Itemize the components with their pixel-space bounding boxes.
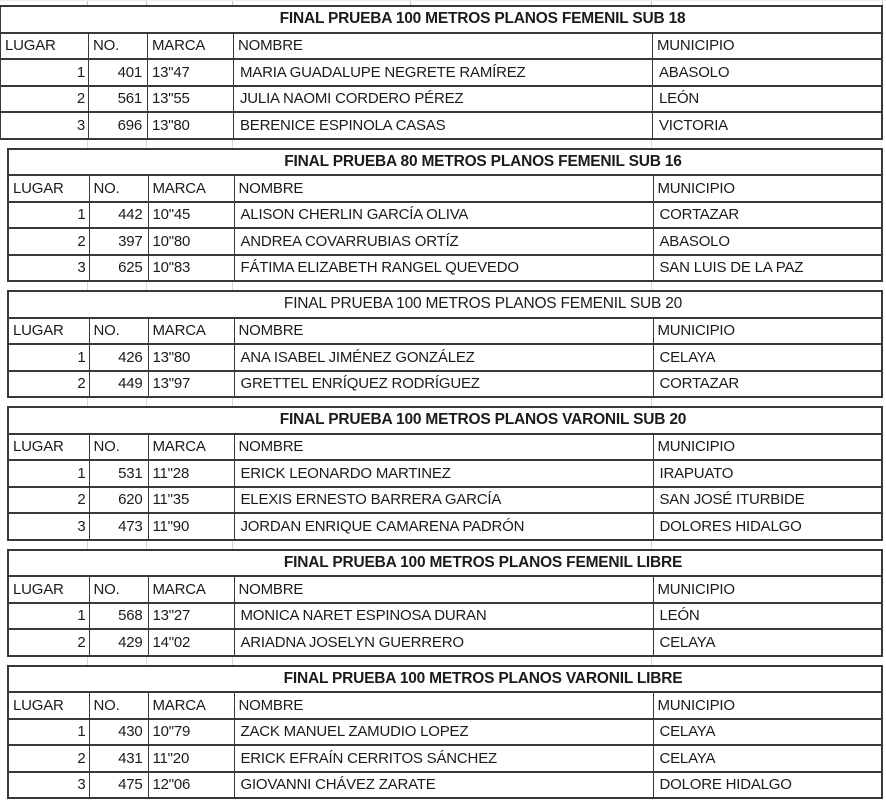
gridline-tick <box>146 282 147 290</box>
table-header-row <box>8 692 882 719</box>
gridline-tick <box>232 140 233 148</box>
results-table <box>7 406 883 541</box>
table-title-row <box>8 291 882 318</box>
column-header-lugar: LUGAR <box>8 692 89 719</box>
column-header-marca: MARCA <box>148 692 234 719</box>
column-header-municipio: MUNICIPIO <box>653 434 882 461</box>
cell-nombre: ARIADNA JOSELYN GUERRERO <box>234 629 653 656</box>
cell-nombre: ERICK LEONARDO MARTINEZ <box>234 460 653 487</box>
table-gap <box>0 140 886 148</box>
cell-municipio: CELAYA <box>653 745 882 772</box>
cell-nombre: ERICK EFRAÍN CERRITOS SÁNCHEZ <box>234 745 653 772</box>
cell-municipio: CORTAZAR <box>653 371 882 398</box>
table-gap <box>0 657 886 665</box>
result-row <box>8 460 882 487</box>
cell-nombre: BERENICE ESPINOLA CASAS <box>234 112 653 139</box>
clipped-row-remnant <box>0 0 886 5</box>
cell-nombre: MONICA NARET ESPINOSA DURAN <box>234 603 653 630</box>
cell-lugar: 2 <box>8 629 89 656</box>
column-header-marca: MARCA <box>148 175 234 202</box>
cell-no: 397 <box>89 228 148 255</box>
table-title: FINAL PRUEBA 100 METROS PLANOS FEMENIL LIBRE <box>8 550 882 577</box>
column-header-lugar: LUGAR <box>8 175 89 202</box>
gridline-tick <box>87 1 88 5</box>
result-row <box>8 719 882 746</box>
cell-marca: 11"28 <box>148 460 234 487</box>
cell-nombre: JORDAN ENRIQUE CAMARENA PADRÓN <box>234 513 653 540</box>
result-row <box>8 772 882 799</box>
cell-no: 431 <box>89 745 148 772</box>
gridline-tick <box>651 657 652 665</box>
cell-lugar: 2 <box>1 86 89 113</box>
column-header-nombre: NOMBRE <box>234 692 653 719</box>
cell-marca: 14"02 <box>148 629 234 656</box>
column-header-marca: MARCA <box>148 576 234 603</box>
column-header-lugar: LUGAR <box>8 434 89 461</box>
gridline-tick <box>146 541 147 549</box>
result-row <box>8 202 882 229</box>
cell-no: 696 <box>89 112 148 139</box>
cell-municipio: SAN JOSÉ ITURBIDE <box>653 487 882 514</box>
gridline-tick <box>232 657 233 665</box>
cell-lugar: 2 <box>8 487 89 514</box>
gridline-tick <box>651 282 652 290</box>
column-header-municipio: MUNICIPIO <box>653 318 882 345</box>
result-row <box>8 487 882 514</box>
cell-no: 430 <box>89 719 148 746</box>
gridline-tick <box>146 398 147 406</box>
column-header-no: NO. <box>89 33 148 60</box>
table-title: FINAL PRUEBA 100 METROS PLANOS VARONIL SUB 20 <box>8 407 882 434</box>
column-header-lugar: LUGAR <box>8 576 89 603</box>
cell-no: 620 <box>89 487 148 514</box>
cell-municipio: ABASOLO <box>653 59 883 86</box>
gridline-tick <box>651 140 652 148</box>
cell-municipio: LEÓN <box>653 86 883 113</box>
cell-marca: 11"20 <box>148 745 234 772</box>
cell-nombre: FÁTIMA ELIZABETH RANGEL QUEVEDO <box>234 255 653 282</box>
table-gap <box>0 541 886 549</box>
cell-lugar: 1 <box>8 202 89 229</box>
column-header-municipio: MUNICIPIO <box>653 576 882 603</box>
table-title-row <box>8 407 882 434</box>
gridline-tick <box>87 140 88 148</box>
cell-municipio: DOLORE HIDALGO <box>653 772 882 799</box>
cell-nombre: ANA ISABEL JIMÉNEZ GONZÁLEZ <box>234 344 653 371</box>
cell-lugar: 1 <box>8 603 89 630</box>
table-header-row <box>1 33 883 60</box>
table-header-row <box>8 175 882 202</box>
column-header-nombre: NOMBRE <box>234 434 653 461</box>
cell-municipio: VICTORIA <box>653 112 883 139</box>
cell-municipio: CELAYA <box>653 344 882 371</box>
table-gap <box>0 398 886 406</box>
cell-no: 429 <box>89 629 148 656</box>
gridline-tick <box>87 541 88 549</box>
gridline-tick <box>232 282 233 290</box>
cell-no: 426 <box>89 344 148 371</box>
cell-municipio: CELAYA <box>653 719 882 746</box>
cell-marca: 10"83 <box>148 255 234 282</box>
gridline-tick <box>651 541 652 549</box>
results-table <box>7 290 883 398</box>
cell-lugar: 1 <box>1 59 89 86</box>
cell-lugar: 3 <box>8 513 89 540</box>
cell-no: 531 <box>89 460 148 487</box>
gridline-tick <box>232 1 233 5</box>
results-table <box>7 148 883 283</box>
column-header-no: NO. <box>89 692 148 719</box>
result-row <box>8 513 882 540</box>
cell-lugar: 3 <box>8 772 89 799</box>
cell-marca: 13"55 <box>148 86 234 113</box>
gridline-tick <box>87 657 88 665</box>
cell-municipio: IRAPUATO <box>653 460 882 487</box>
cell-marca: 13"47 <box>148 59 234 86</box>
table-title-row <box>1 6 883 33</box>
column-header-nombre: NOMBRE <box>234 33 653 60</box>
gridline-tick <box>232 541 233 549</box>
column-header-municipio: MUNICIPIO <box>653 33 883 60</box>
cell-no: 625 <box>89 255 148 282</box>
column-header-no: NO. <box>89 318 148 345</box>
column-header-no: NO. <box>89 175 148 202</box>
gridline-tick <box>651 398 652 406</box>
column-header-nombre: NOMBRE <box>234 576 653 603</box>
cell-lugar: 1 <box>8 344 89 371</box>
column-header-no: NO. <box>89 576 148 603</box>
table-gap <box>0 282 886 290</box>
column-header-marca: MARCA <box>148 318 234 345</box>
cell-no: 473 <box>89 513 148 540</box>
table-title-row <box>8 550 882 577</box>
cell-marca: 12"06 <box>148 772 234 799</box>
gridline-tick <box>87 398 88 406</box>
result-row <box>8 344 882 371</box>
cell-lugar: 1 <box>8 719 89 746</box>
result-row <box>1 59 883 86</box>
gridline-tick <box>882 1 883 5</box>
gridline-tick <box>146 657 147 665</box>
cell-nombre: GIOVANNI CHÁVEZ ZARATE <box>234 772 653 799</box>
cell-municipio: ABASOLO <box>653 228 882 255</box>
gridline-tick <box>146 140 147 148</box>
column-header-nombre: NOMBRE <box>234 175 653 202</box>
cell-no: 568 <box>89 603 148 630</box>
column-header-municipio: MUNICIPIO <box>653 692 882 719</box>
column-header-no: NO. <box>89 434 148 461</box>
result-row <box>1 112 883 139</box>
cell-lugar: 2 <box>8 371 89 398</box>
cell-no: 442 <box>89 202 148 229</box>
cell-municipio: SAN LUIS DE LA PAZ <box>653 255 882 282</box>
cell-municipio: CORTAZAR <box>653 202 882 229</box>
cell-nombre: ELEXIS ERNESTO BARRERA GARCÍA <box>234 487 653 514</box>
cell-no: 449 <box>89 371 148 398</box>
table-header-row <box>8 576 882 603</box>
result-row <box>8 228 882 255</box>
result-row <box>8 603 882 630</box>
results-table <box>7 665 883 800</box>
cell-marca: 10"45 <box>148 202 234 229</box>
table-header-row <box>8 434 882 461</box>
cell-nombre: GRETTEL ENRÍQUEZ RODRÍGUEZ <box>234 371 653 398</box>
cell-marca: 13"27 <box>148 603 234 630</box>
cell-no: 401 <box>89 59 148 86</box>
cell-lugar: 1 <box>8 460 89 487</box>
results-table <box>7 549 883 657</box>
column-header-marca: MARCA <box>148 33 234 60</box>
table-title-row <box>8 666 882 693</box>
cell-marca: 13"80 <box>148 344 234 371</box>
gridline-tick <box>232 398 233 406</box>
cell-marca: 13"97 <box>148 371 234 398</box>
cell-lugar: 2 <box>8 228 89 255</box>
tables-root <box>0 5 886 799</box>
result-row <box>8 255 882 282</box>
cell-nombre: ZACK MANUEL ZAMUDIO LOPEZ <box>234 719 653 746</box>
column-header-marca: MARCA <box>148 434 234 461</box>
gridline-tick <box>651 1 652 5</box>
cell-municipio: LEÓN <box>653 603 882 630</box>
table-title: FINAL PRUEBA 100 METROS PLANOS FEMENIL SUB 18 <box>1 6 883 33</box>
column-header-lugar: LUGAR <box>1 33 89 60</box>
table-header-row <box>8 318 882 345</box>
table-title: FINAL PRUEBA 100 METROS PLANOS VARONIL LIBRE <box>8 666 882 693</box>
cell-no: 561 <box>89 86 148 113</box>
cell-marca: 11"90 <box>148 513 234 540</box>
gridline-tick <box>146 1 147 5</box>
cell-nombre: MARIA GUADALUPE NEGRETE RAMÍREZ <box>234 59 653 86</box>
gridline-tick <box>410 1 411 5</box>
cell-lugar: 3 <box>1 112 89 139</box>
result-row <box>8 371 882 398</box>
cell-nombre: JULIA NAOMI CORDERO PÉREZ <box>234 86 653 113</box>
cell-municipio: CELAYA <box>653 629 882 656</box>
result-row <box>8 629 882 656</box>
column-header-municipio: MUNICIPIO <box>653 175 882 202</box>
cell-lugar: 3 <box>8 255 89 282</box>
cell-nombre: ANDREA COVARRUBIAS ORTÍZ <box>234 228 653 255</box>
cell-marca: 10"79 <box>148 719 234 746</box>
cell-no: 475 <box>89 772 148 799</box>
table-title-row <box>8 149 882 176</box>
cell-nombre: ALISON CHERLIN GARCÍA OLIVA <box>234 202 653 229</box>
column-header-lugar: LUGAR <box>8 318 89 345</box>
results-table <box>0 5 883 140</box>
cell-municipio: DOLORES HIDALGO <box>653 513 882 540</box>
result-row <box>1 86 883 113</box>
result-row <box>8 745 882 772</box>
table-title: FINAL PRUEBA 100 METROS PLANOS FEMENIL SUB 20 <box>8 291 882 318</box>
cell-lugar: 2 <box>8 745 89 772</box>
cell-marca: 13"80 <box>148 112 234 139</box>
column-header-nombre: NOMBRE <box>234 318 653 345</box>
gridline-tick <box>87 282 88 290</box>
cell-marca: 10"80 <box>148 228 234 255</box>
cell-marca: 11"35 <box>148 487 234 514</box>
table-title: FINAL PRUEBA 80 METROS PLANOS FEMENIL SUB 16 <box>8 149 882 176</box>
